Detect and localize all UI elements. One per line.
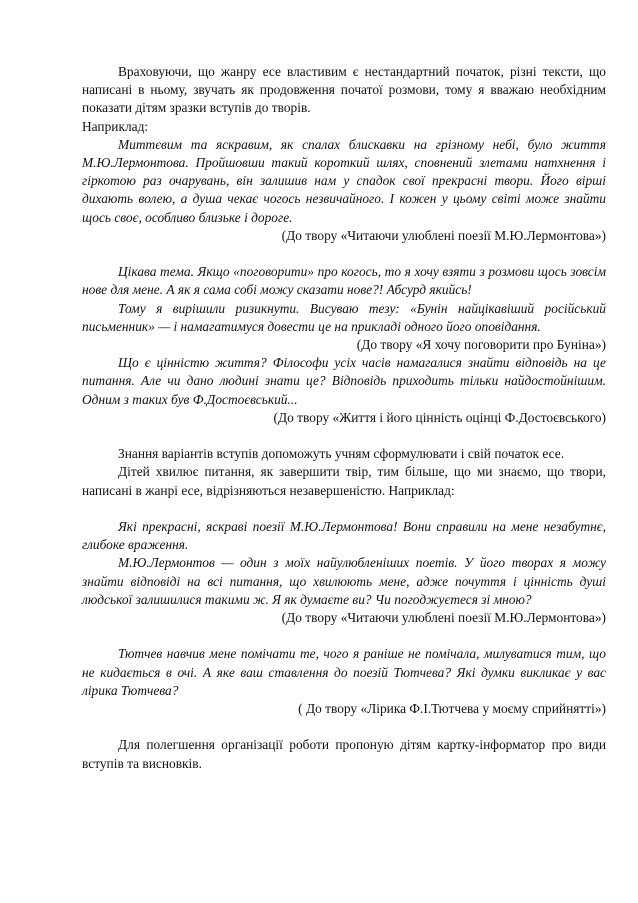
example-ending-lermontov-b: М.Ю.Лермонтов — один з моїх найулюбленіших поетів. У його творах я можу знайти відповіді на всі питання, що хвилюють мене, адже почуття і цінність душі людської залишилися такими ж. Я як думаєте ви? Чи погоджуєтеся зі мною?	[82, 555, 606, 607]
source-dostoevsky: (До твору «Життя і його цінність оцінці Ф.Достоєвського)	[273, 409, 606, 425]
paragraph-endings: Дітей хвилює питання, як завершити твір, тим більше, що ми знаємо, що твори, написані в жанрі есе, відрізняються незавершеністю. Наприклад:	[82, 464, 606, 498]
spacer	[82, 627, 606, 645]
closing-paragraph: Для полегшення організації роботи пропоную дітям картку-інформатор про види вступів та висновків.	[82, 737, 606, 771]
document-page	[82, 63, 606, 773]
example-ending-lermontov-a: Які прекрасні, яскраві поезії М.Ю.Лермонтова! Вони справили на мене незабутнє, глибоке враження.	[82, 519, 606, 553]
spacer	[82, 245, 606, 263]
example-intro-dostoevsky: Що є цінністю життя? Філософи усіх часів намагалися знайти відповідь на це питання. Але чи дано людині знати це? Відповідь приходить тільки найдостойнішим. Одним з таких був Ф.Достоєвський...	[82, 355, 606, 407]
source-tyutchev: ( До твору «Лірика Ф.І.Тютчева у моєму сприйнятті»)	[298, 701, 606, 717]
spacer	[82, 718, 606, 736]
source-lermontov-2: (До твору «Читаючи улюблені поезії М.Ю.Лермонтова»)	[281, 610, 606, 626]
example-ending-tyutchev: Тютчев навчив мене помічати те, чого я раніше не помічала, милуватися тим, що не кидається в очі. А яке ваш ставлення до поезій Тютчева? Які думки викликає у вас лірика Тютчева?	[82, 646, 606, 698]
example-intro-lermontov: Миттєвим та яскравим, як спалах блискавки на грізному небі, було життя М.Ю.Лермонтова. Пройшовши такий короткий шлях, сповнений злетами натхнення і гіркотою раз очарувань, він залишив нам у спадок свої прекрасні твори. Його вірші дихають волею, а душа чекає чогось незвичайного. І кожен у цьому світі може знайти щось своє, особливо близьке і дороге.	[82, 136, 606, 225]
source-bunin: (До твору «Я хочу поговорити про Буніна»)	[356, 337, 606, 353]
example-intro-bunin-b: Тому я вирішили ризикнути. Висуваю тезу: «Бунін найцікавіший російський письменник» — і намагатимуся довести це на прикладі одного його оповідання.	[82, 300, 606, 334]
example-intro-bunin-a: Цікава тема. Якщо «поговорити» про когось, то я хочу взяти з розмови щось зовсім нове для мене. А як я сама собі можу сказати нове?! Абсурд якийсь!	[82, 264, 606, 298]
paragraph-intro-variants: Знання варіантів вступів допоможуть учням сформулювати і свій початок есе.	[118, 446, 565, 462]
intro-paragraph: Враховуючи, що жанру есе властивим є нестандартний початок, різні тексти, що написані в ньому, звучать як продовження початої розмови, тому я вважаю необхідним показати дітям зразки вступів до творів.	[82, 64, 606, 116]
spacer	[82, 427, 606, 445]
example-label: Наприклад:	[82, 118, 149, 134]
spacer	[82, 500, 606, 518]
source-lermontov-1: (До твору «Читаючи улюблені поезії М.Ю.Лермонтова»)	[281, 227, 606, 243]
